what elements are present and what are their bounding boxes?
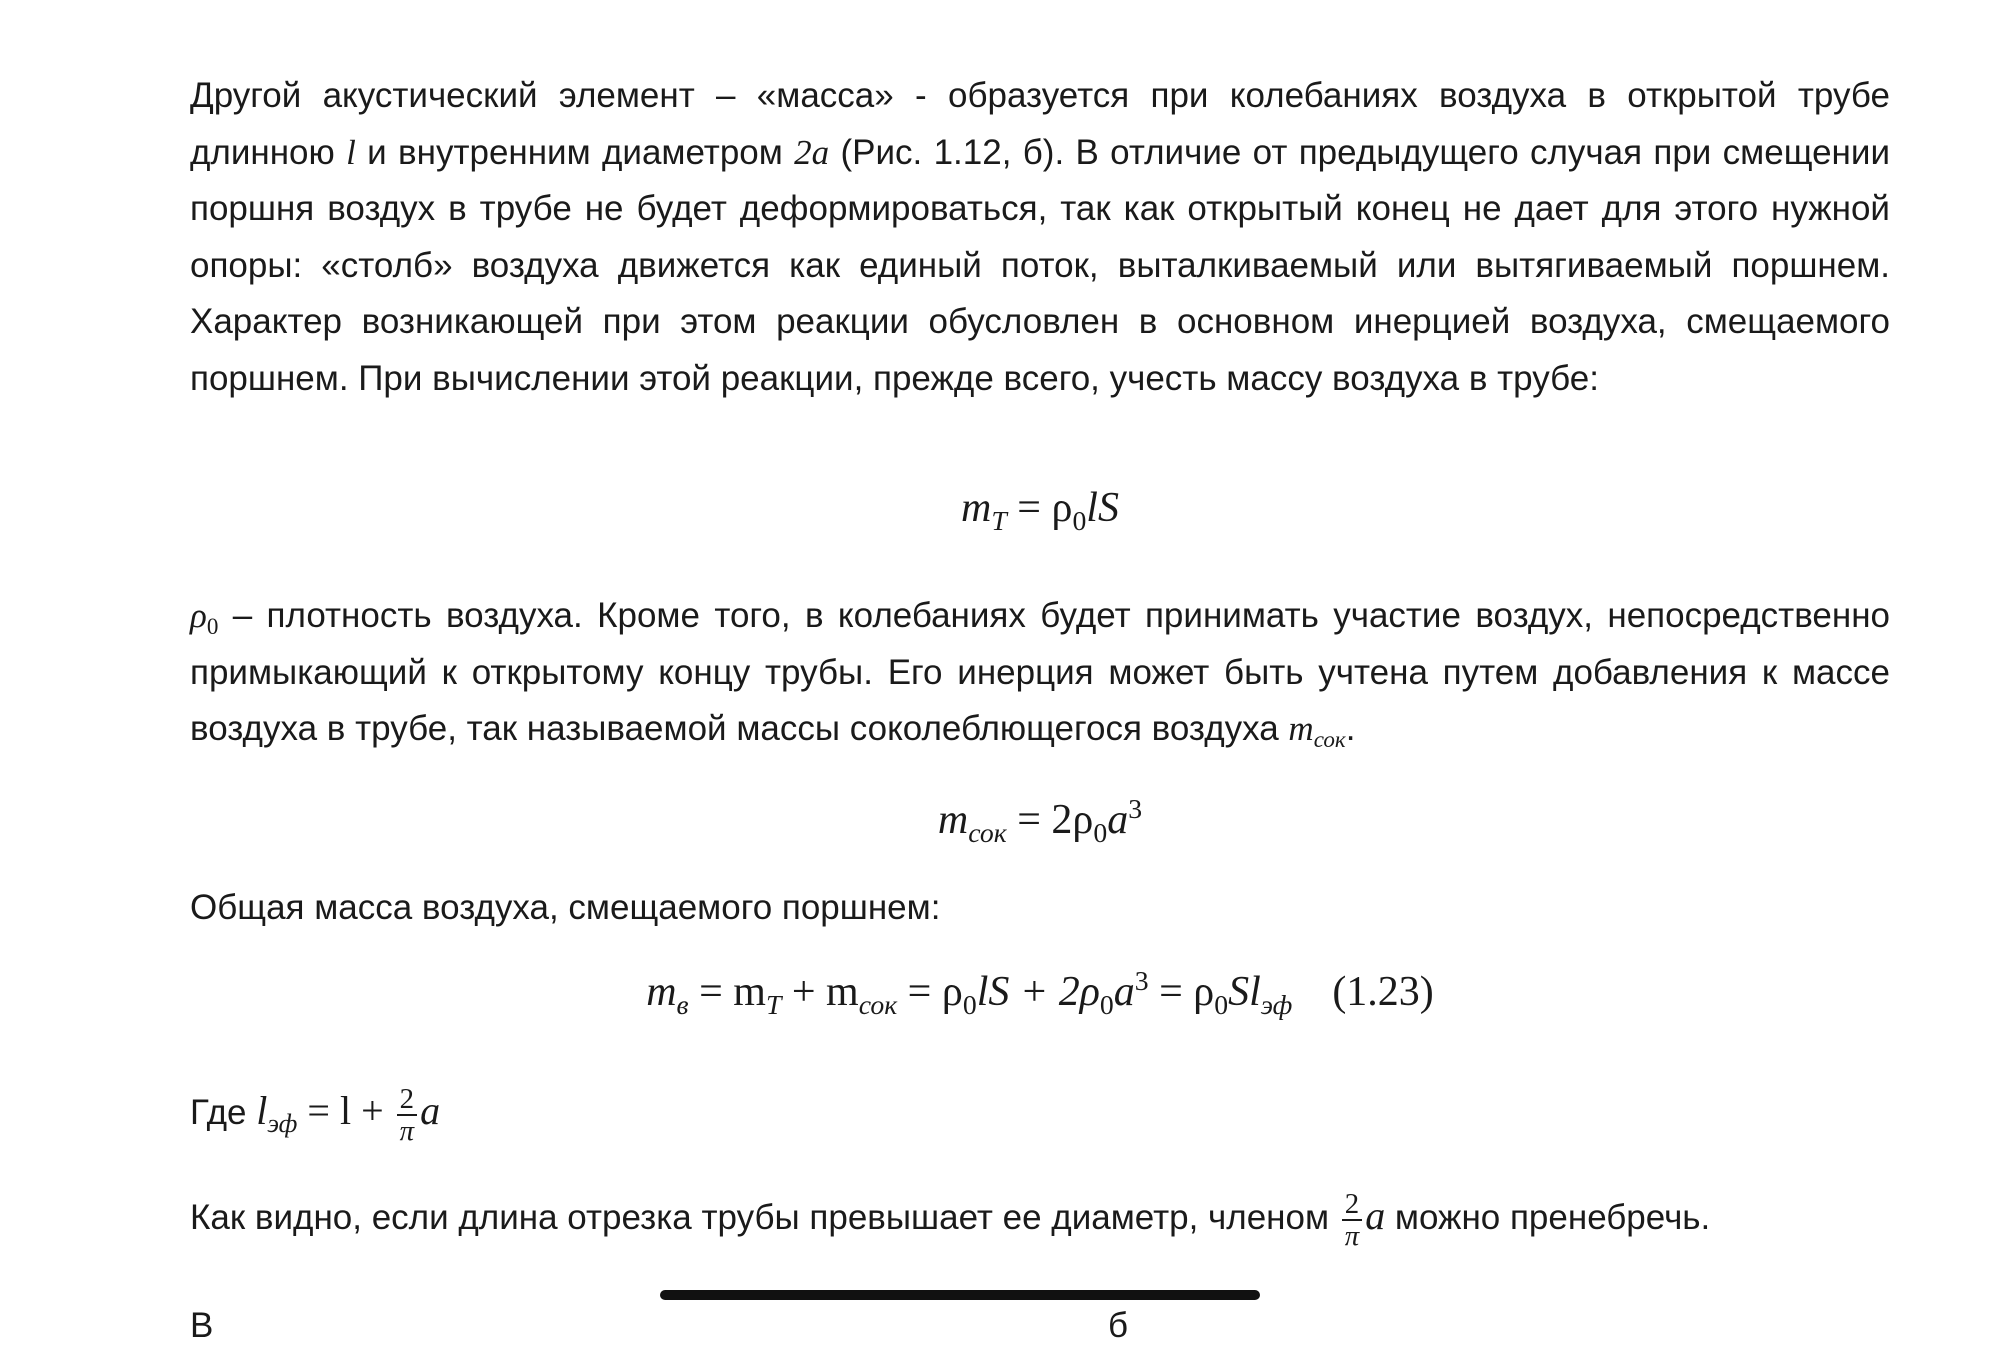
cut-text: В б: [190, 1306, 1129, 1345]
fraction-denominator: π: [1344, 1219, 1360, 1252]
math-m: m: [961, 485, 992, 531]
formula-tube-mass: [190, 484, 1890, 536]
math-part: = ρ: [897, 969, 963, 1015]
math-m: m: [646, 969, 677, 1015]
math-Sl: Sl: [1228, 969, 1261, 1015]
text: , б). В отличие от предыдущего случая при смещении поршня воздух в трубе не будет деформироваться, так как открытый конец не дает для этого нужной опоры: «столб» воздуха движется как единый поток, выталкиваемый или вытягиваемый поршнем. Характер возникающей при этом реакции обусловлен в основном инерцией воздуха, смещаемого поршнем. При вычислении этой реакции, прежде всего, учесть массу воздуха в трубе:: [190, 132, 1890, 398]
subscript-0: 0: [1072, 504, 1087, 536]
math-lS: lS: [1086, 485, 1119, 531]
figure-reference: 1.12: [933, 132, 1002, 172]
cut-off-next-line: [190, 1300, 1890, 1345]
paragraph-effective-length: [190, 1083, 1890, 1146]
subscript-0: 0: [1099, 988, 1114, 1020]
text: – плотность воздуха. Кроме того, в колебаниях будет принимать участие воздух, непосредственно примыкающий к открытому концу трубы. Его инерция может быть учтена путем добавления к массе воздуха в трубе, так называемой массы соколеблющегося воздуха: [190, 596, 1890, 748]
paragraph-acoustic-mass: [190, 68, 1890, 407]
formula-total-mass: [190, 964, 1890, 1020]
math-a: a: [1113, 969, 1135, 1015]
math-equals-2rho: = 2ρ: [1006, 797, 1094, 843]
math-effective-length: [256, 1082, 441, 1147]
math-l: l: [256, 1088, 268, 1133]
math-a: a: [1107, 797, 1129, 843]
text: Общая масса воздуха, смещаемого поршнем:: [190, 888, 941, 927]
subscript-0: 0: [206, 613, 219, 640]
formula-co-oscillating-mass: [190, 792, 1890, 848]
equation-number: (1.23): [1332, 969, 1434, 1015]
fraction-2-over-pi: [1342, 1189, 1362, 1251]
subscript-0: 0: [1093, 816, 1108, 848]
math-m: m: [1288, 709, 1314, 748]
superscript-3: 3: [1128, 792, 1143, 824]
text: можно пренебречь.: [1385, 1198, 1711, 1237]
fraction-numerator: 2: [1342, 1189, 1362, 1221]
math-equals-rho: = ρ: [1006, 485, 1073, 531]
math-equals-l-plus: = l +: [297, 1088, 394, 1133]
math-a: a: [1365, 1193, 1386, 1238]
text: и внутренним диаметром: [355, 132, 795, 172]
math-l: l: [346, 132, 356, 172]
math-2a: 2a: [794, 132, 830, 172]
subscript-sok: сок: [968, 816, 1007, 848]
paragraph-conclusion: [190, 1188, 1890, 1251]
subscript-sok: сок: [858, 988, 898, 1020]
fraction-denominator: π: [399, 1114, 415, 1147]
math-term: [1339, 1187, 1386, 1252]
fraction-numerator: 2: [397, 1084, 417, 1116]
subscript-ef: эф: [267, 1108, 298, 1139]
math-part: = ρ: [1148, 969, 1215, 1015]
subscript-0: 0: [1214, 988, 1229, 1020]
text: (Рис.: [829, 132, 934, 172]
text: Где: [190, 1093, 257, 1132]
paragraph-density: [190, 588, 1890, 758]
home-indicator-bar[interactable]: [660, 1290, 1260, 1300]
math-rho: ρ: [190, 596, 207, 635]
math-part: + m: [781, 969, 859, 1015]
math-m: m: [937, 797, 969, 843]
subscript-0: 0: [962, 988, 977, 1020]
text: .: [1345, 709, 1356, 748]
text: Другой акустический элемент – «масса» - образуется при колебаниях воздуха в открытой трубе длинною: [190, 76, 1890, 172]
math-part: = m: [688, 969, 766, 1015]
superscript-3: 3: [1134, 964, 1149, 996]
math-part: lS + 2ρ: [976, 969, 1100, 1015]
math-a: a: [420, 1088, 441, 1133]
subscript-T: T: [991, 504, 1007, 536]
paragraph-total-mass-intro: [190, 880, 1890, 937]
subscript-sok: сок: [1313, 726, 1346, 753]
subscript-T: T: [765, 988, 782, 1020]
subscript-v: в: [676, 988, 689, 1020]
fraction-2-over-pi: [397, 1084, 417, 1146]
subscript-ef: эф: [1260, 988, 1293, 1020]
text: Как видно, если длина отрезка трубы превышает ее диаметр, членом: [190, 1198, 1339, 1237]
